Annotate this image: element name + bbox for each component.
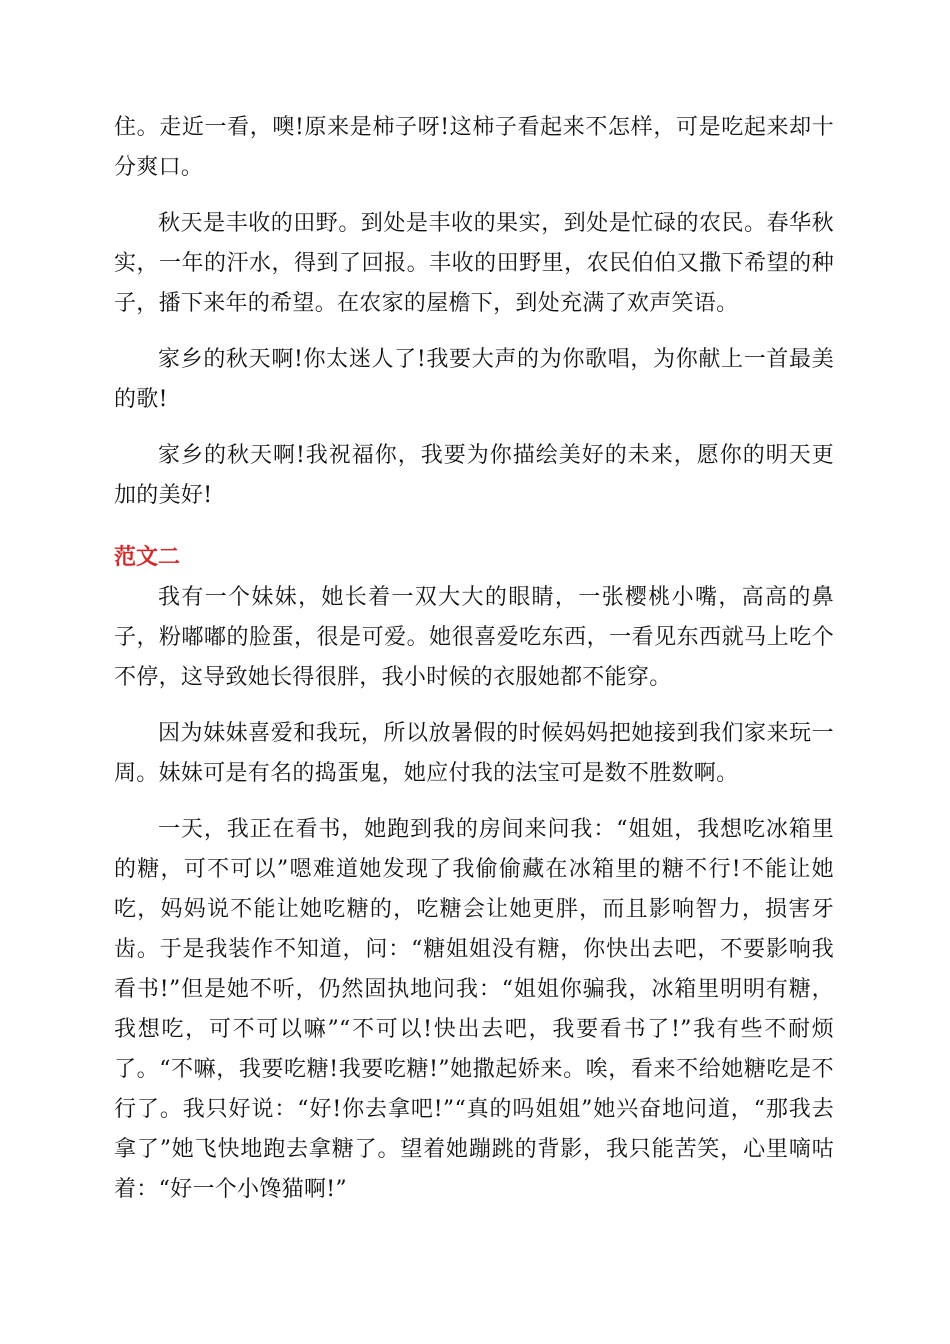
section-heading: 范文二 (114, 545, 181, 570)
document-page (114, 108, 834, 1210)
paragraph-autumn-blessing: 家乡的秋天啊!我祝福你，我要为你描绘美好的未来，愿你的明天更加的美好! (114, 443, 834, 508)
paragraph-summer-visit: 因为妹妹喜爱和我玩，所以放暑假的时候妈妈把她接到我们家来玩一周。妹妹可是有名的捣蛋鬼，她应付我的法宝可是数不胜数啊。 (114, 721, 834, 786)
paragraph-autumn-song: 家乡的秋天啊!你太迷人了!我要大声的为你歌唱，为你献上一首最美的歌! (114, 347, 834, 412)
paragraph-candy-story: 一天，我正在看书，她跑到我的房间来问我：“姐姐，我想吃冰箱里的糖，可不可以”嗯难道她发现了我偷偷藏在冰箱里的糖不行!不能让她吃，妈妈说不能让她吃糖的，吃糖会让她更胖，而且影响智力，损害牙齿。于是我装作不知道，问：“糖姐姐没有糖，你快出去吧，不要影响我看书!”但是她不听，仍然固执地问我：“姐姐你骗我，冰箱里明明有糖，我想吃，可不可以嘛”“不可以!快出去吧，我要看书了!”我有些不耐烦了。“不嘛，我要吃糖!我要吃糖!”她撒起娇来。唉，看来不给她糖吃是不行了。我只好说：“好!你去拿吧!”“真的吗姐姐”她兴奋地问道，“那我去拿了”她飞快地跑去拿糖了。望着她蹦跳的背影，我只能苦笑，心里嘀咕着：“好一个小馋猫啊!” (114, 817, 834, 1202)
paragraph-autumn-harvest: 秋天是丰收的田野。到处是丰收的果实，到处是忙碌的农民。春华秋实，一年的汗水，得到了回报。丰收的田野里，农民伯伯又撒下希望的种子，播下来年的希望。在农家的屋檐下，到处充满了欢声笑语。 (114, 211, 834, 316)
paragraph-continuation: 住。走近一看，噢!原来是柿子呀!这柿子看起来不怎样，可是吃起来却十分爽口。 (114, 115, 834, 180)
paragraph-sister-intro: 我有一个妹妹，她长着一双大大的眼睛，一张樱桃小嘴，高高的鼻子，粉嘟嘟的脸蛋，很是可爱。她很喜爱吃东西，一看见东西就马上吃个不停，这导致她长得很胖，我小时候的衣服她都不能穿。 (114, 585, 834, 690)
